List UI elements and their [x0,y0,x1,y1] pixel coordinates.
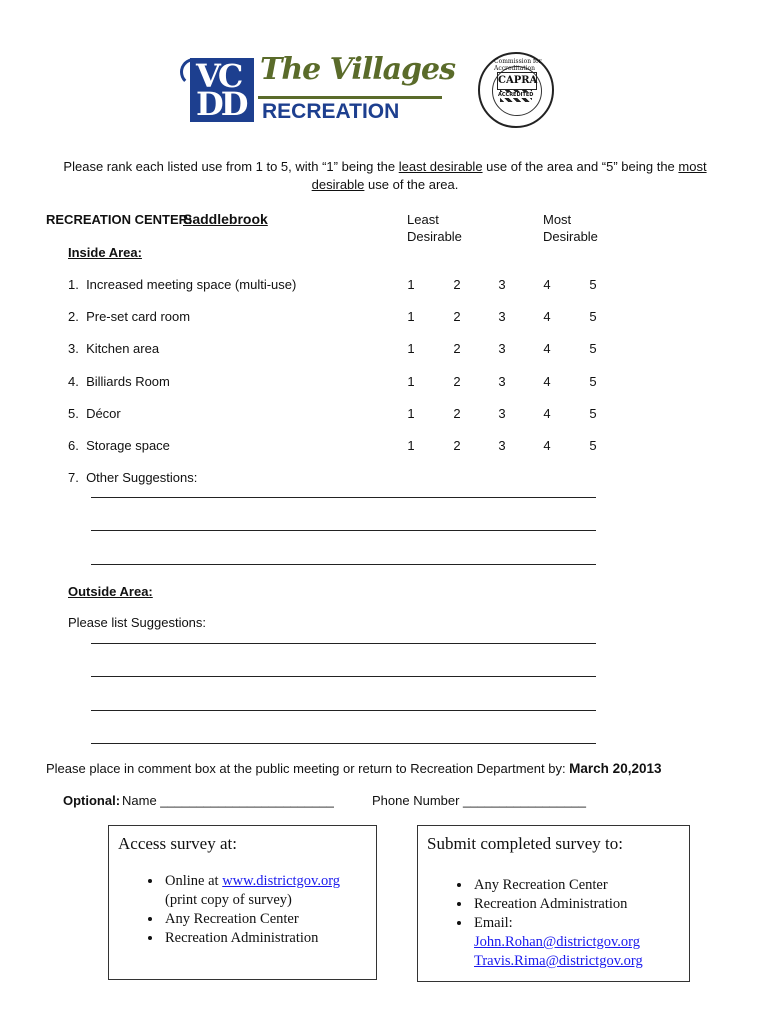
rating-option-1[interactable]: 1 [407,374,415,389]
rating-option-2[interactable]: 2 [453,406,461,421]
submit-box-title: Submit completed survey to: [427,834,623,853]
rating-item-label: 6. Storage space [68,438,170,453]
other-line-1[interactable] [91,497,596,498]
rating-item-label: 4. Billiards Room [68,374,170,389]
vcdd-logo [190,58,254,122]
rating-option-2[interactable]: 2 [453,341,461,356]
intro-most: most desirable [311,159,707,192]
rating-option-1[interactable]: 1 [407,406,415,421]
outside-line-3[interactable] [91,710,596,711]
districtgov-link[interactable]: www.districtgov.org [222,873,341,889]
submit-item-admin: • Recreation Administration [472,895,689,914]
rating-option-2[interactable]: 2 [453,374,461,389]
rating-option-5[interactable]: 5 [589,341,597,356]
name-field[interactable]: Name ________________________ [122,793,334,808]
center-name: Saddlebrook [183,211,268,227]
rating-option-5[interactable]: 5 [589,374,597,389]
submit-item-email [472,914,689,971]
rating-option-5[interactable]: 5 [589,406,597,421]
seal-top-text: Commission for Accreditation [494,58,542,72]
rating-option-5[interactable]: 5 [589,438,597,453]
rating-item-label: 1. Increased meeting space (multi-use) [68,277,297,292]
other-suggestions-label: 7. Other Suggestions: [68,470,198,485]
rating-option-4[interactable]: 4 [543,406,551,421]
rating-option-3[interactable]: 3 [498,341,506,356]
outside-prompt: Please list Suggestions: [68,615,207,630]
outside-heading: Outside Area: [68,584,153,599]
vcdd-logo-line2: DD [196,85,246,123]
least-label-2: Desirable [407,229,462,244]
return-date: March 20,2013 [569,761,662,776]
outside-line-4[interactable] [91,743,596,744]
access-box-title: Access survey at: [118,834,237,853]
villages-wordmark: The Villages [260,52,455,87]
rating-option-5[interactable]: 5 [589,277,597,292]
submit-list [418,876,689,971]
access-item-center: • Any Recreation Center [163,910,376,929]
rating-item-label: 5. Décor [68,406,121,421]
intro-part3: use of the area. [364,177,459,192]
return-instructions [46,761,661,777]
access-item-admin: • Recreation Administration [163,929,376,948]
submit-item-center: • Any Recreation Center [472,876,689,895]
most-label-1: Most [543,212,572,227]
intro-part1: Please rank each listed use from 1 to 5, with “1” being the [63,159,399,174]
return-text: Please place in comment box at the public meeting or return to Recreation Department by: [46,761,570,776]
rating-option-3[interactable]: 3 [498,406,506,421]
email-link-rohan[interactable]: John.Rohan@districtgov.org [474,934,640,950]
recreation-wordmark: RECREATION [258,96,442,125]
outside-line-1[interactable] [91,643,596,644]
rating-option-1[interactable]: 1 [407,309,415,324]
seal-capra-text: CAPRA [497,72,537,90]
access-item-online [163,872,376,910]
vcdd-logo-line1: VC [196,57,241,95]
rating-option-2[interactable]: 2 [453,438,461,453]
rating-item-label: 2. Pre-set card room [68,309,191,324]
rating-option-2[interactable]: 2 [453,309,461,324]
inside-heading: Inside Area: [68,245,142,260]
email-label: Email: [474,915,513,931]
rating-option-3[interactable]: 3 [498,277,506,292]
phone-field[interactable]: Phone Number _________________ [372,793,586,808]
access-list [109,872,376,948]
rating-option-3[interactable]: 3 [498,309,506,324]
rating-item-label: 3. Kitchen area [68,341,160,356]
center-label: RECREATION CENTER: [46,212,193,227]
print-copy-text: (print copy of survey) [165,892,292,908]
submit-survey-box [417,825,690,982]
access-survey-box [108,825,377,980]
rating-option-4[interactable]: 4 [543,438,551,453]
other-line-3[interactable] [91,564,596,565]
rating-option-5[interactable]: 5 [589,309,597,324]
rating-option-4[interactable]: 4 [543,277,551,292]
outside-line-2[interactable] [91,676,596,677]
rating-option-3[interactable]: 3 [498,374,506,389]
least-label-1: Least [407,212,439,227]
other-line-2[interactable] [91,530,596,531]
rating-option-1[interactable]: 1 [407,277,415,292]
intro-part2: use of the area and “5” being the [482,159,679,174]
most-label-2: Desirable [543,229,598,244]
rating-option-1[interactable]: 1 [407,438,415,453]
rating-option-4[interactable]: 4 [543,374,551,389]
rating-option-3[interactable]: 3 [498,438,506,453]
capra-seal [478,52,554,128]
rating-option-4[interactable]: 4 [543,309,551,324]
intro-least: least desirable [398,159,483,174]
rating-option-4[interactable]: 4 [543,341,551,356]
optional-label: Optional: [63,793,121,808]
seal-accredited-text: ACCREDITED [498,92,534,98]
online-at-text: Online at [165,873,223,889]
rating-option-2[interactable]: 2 [453,277,461,292]
email-link-rima[interactable]: Travis.Rima@districtgov.org [474,953,643,969]
rating-option-1[interactable]: 1 [407,341,415,356]
intro-text [40,158,730,194]
